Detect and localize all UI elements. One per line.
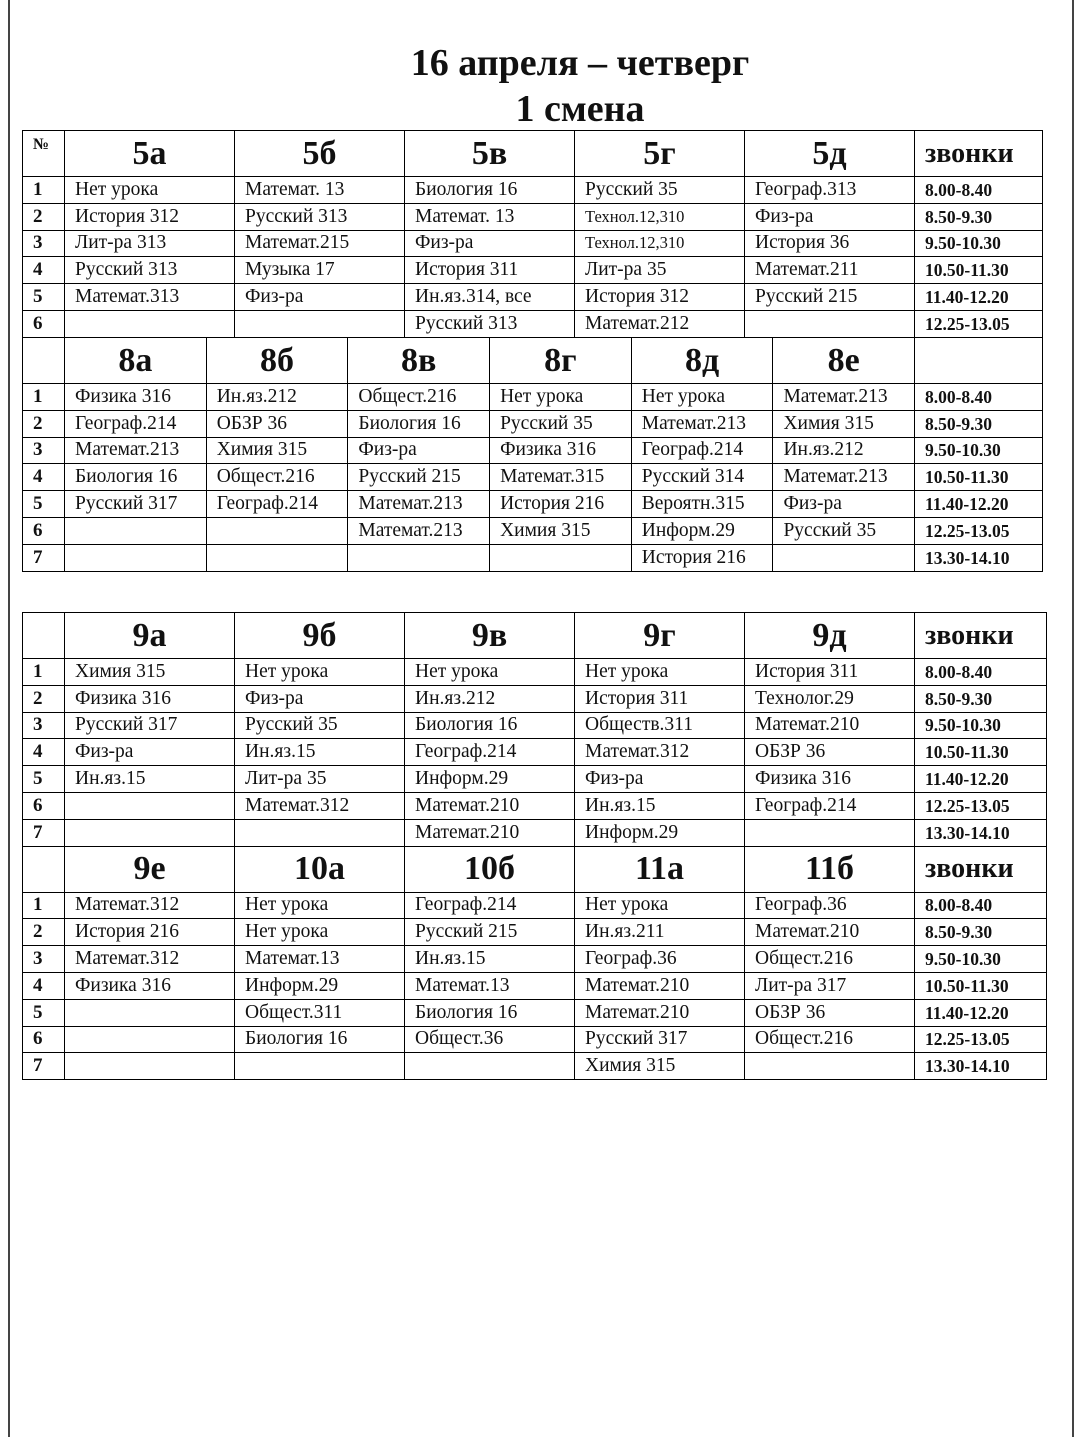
lesson-row [23, 919, 1047, 946]
lesson-cell: Ин.яз.314, все [405, 284, 575, 311]
lesson-cell: Химия 315 [206, 437, 348, 464]
lesson-cell: Русский 313 [405, 310, 575, 337]
lesson-cell: Биология 16 [405, 999, 575, 1026]
lesson-cell: Лит-ра 317 [745, 972, 915, 999]
bell-time: 8.00-8.40 [915, 659, 1047, 686]
lesson-cell: Русский 35 [490, 410, 632, 437]
lesson-cell: Нет урока [490, 384, 632, 411]
bell-time: 9.50-10.30 [914, 437, 1042, 464]
bell-time: 11.40-12.20 [914, 491, 1042, 518]
shift-title: 1 смена [515, 88, 645, 130]
lesson-cell: Математ.210 [405, 792, 575, 819]
bell-time: 12.25-13.05 [914, 517, 1042, 544]
class-header: 5а [65, 131, 235, 177]
lesson-cell: Музыка 17 [235, 257, 405, 284]
lesson-row [23, 739, 1047, 766]
class-header: 10б [405, 846, 575, 892]
class-header: 10а [235, 846, 405, 892]
lesson-number: 2 [23, 203, 65, 230]
lesson-row [23, 437, 1043, 464]
class-header: 11б [745, 846, 915, 892]
lesson-cell: Ин.яз.212 [773, 437, 915, 464]
lesson-cell: Нет урока [405, 659, 575, 686]
lesson-cell: Математ.312 [65, 892, 235, 919]
lesson-number: 5 [23, 284, 65, 311]
lesson-cell: Физ-ра [235, 685, 405, 712]
lesson-number: 1 [23, 384, 65, 411]
lesson-number: 3 [23, 946, 65, 973]
lesson-cell: История 216 [65, 919, 235, 946]
lesson-cell: Русский 35 [235, 712, 405, 739]
class-header: 9е [65, 846, 235, 892]
lesson-cell: Математ.210 [745, 919, 915, 946]
lesson-row [23, 1053, 1047, 1080]
lesson-cell: Русский 313 [235, 203, 405, 230]
class-header-row [23, 131, 1043, 177]
lesson-cell [65, 999, 235, 1026]
lesson-cell: Математ.210 [575, 999, 745, 1026]
lesson-row [23, 792, 1047, 819]
lesson-cell: Математ. 13 [405, 203, 575, 230]
bell-time: 11.40-12.20 [915, 766, 1047, 793]
lesson-cell: Нет урока [235, 892, 405, 919]
class-header-row [23, 613, 1047, 659]
lesson-cell: Лит-ра 35 [575, 257, 745, 284]
lesson-row [23, 257, 1043, 284]
lesson-number: 6 [23, 792, 65, 819]
lesson-row [23, 491, 1043, 518]
class-header: 9б [235, 613, 405, 659]
page-title: 16 апреля – четверг [410, 42, 750, 84]
lesson-cell: Информ.29 [235, 972, 405, 999]
lesson-cell: Географ.214 [745, 792, 915, 819]
lesson-cell: Физика 316 [65, 384, 207, 411]
bell-time: 9.50-10.30 [915, 230, 1043, 257]
lesson-cell [65, 517, 207, 544]
lesson-cell: ОБЗР 36 [745, 739, 915, 766]
lesson-cell [773, 544, 915, 571]
lesson-cell [65, 1053, 235, 1080]
lesson-cell: Обществ.311 [575, 712, 745, 739]
lesson-cell: Русский 317 [575, 1026, 745, 1053]
lesson-cell: Русский 35 [773, 517, 915, 544]
lesson-cell: Географ.214 [631, 437, 773, 464]
lesson-cell: Физ-ра [65, 739, 235, 766]
lesson-cell [65, 819, 235, 846]
lesson-cell: Ин.яз.212 [206, 384, 348, 411]
lesson-cell [405, 1053, 575, 1080]
lesson-number: 7 [23, 544, 65, 571]
lesson-cell: Нет урока [575, 659, 745, 686]
bells-column-header: звонки [915, 613, 1047, 659]
class-header: 8г [490, 338, 632, 384]
lesson-cell: Ин.яз.211 [575, 919, 745, 946]
bell-time: 10.50-11.30 [915, 257, 1043, 284]
lesson-cell: Нет урока [575, 892, 745, 919]
lesson-cell: Математ.212 [575, 310, 745, 337]
lesson-cell: Вероятн.315 [631, 491, 773, 518]
lesson-cell [745, 310, 915, 337]
lesson-number: 2 [23, 919, 65, 946]
lesson-cell: История 312 [575, 284, 745, 311]
schedule-table-grade8 [22, 337, 1043, 572]
bell-time: 10.50-11.30 [915, 972, 1047, 999]
lesson-cell: Математ.210 [745, 712, 915, 739]
lesson-cell: Химия 315 [773, 410, 915, 437]
schedule-table-top [22, 130, 1043, 338]
lesson-cell [235, 310, 405, 337]
lesson-cell: Ин.яз.15 [235, 739, 405, 766]
lesson-cell: Информ.29 [631, 517, 773, 544]
lesson-cell: Русский 314 [631, 464, 773, 491]
lesson-cell: Физ-ра [235, 284, 405, 311]
lesson-cell: Химия 315 [490, 517, 632, 544]
lesson-cell: Нет урока [235, 919, 405, 946]
lesson-row [23, 892, 1047, 919]
header-spacer [23, 613, 65, 659]
lesson-number: 2 [23, 685, 65, 712]
lesson-row [23, 972, 1047, 999]
lesson-cell: Географ.36 [575, 946, 745, 973]
lesson-cell: Физ-ра [773, 491, 915, 518]
lesson-number: 1 [23, 659, 65, 686]
lesson-cell: Биология 16 [348, 410, 490, 437]
header-spacer [23, 338, 65, 384]
class-header: 5г [575, 131, 745, 177]
lesson-cell: Математ. 13 [235, 177, 405, 204]
lesson-cell: Математ.213 [773, 384, 915, 411]
lesson-cell: Математ.211 [745, 257, 915, 284]
lesson-row [23, 177, 1043, 204]
class-header: 9д [745, 613, 915, 659]
lesson-cell: Технолог.29 [745, 685, 915, 712]
lesson-cell: История 216 [631, 544, 773, 571]
bell-time: 13.30-14.10 [914, 544, 1042, 571]
lesson-cell: Русский 215 [745, 284, 915, 311]
lesson-cell: Русский 313 [65, 257, 235, 284]
lesson-cell: История 216 [490, 491, 632, 518]
lesson-number: 4 [23, 739, 65, 766]
lesson-row [23, 517, 1043, 544]
lesson-cell: Информ.29 [405, 766, 575, 793]
lesson-cell: Русский 215 [348, 464, 490, 491]
lesson-number: 7 [23, 819, 65, 846]
lesson-cell: ОБЗР 36 [745, 999, 915, 1026]
schedule-table-bottom [22, 612, 1047, 1080]
bell-time: 11.40-12.20 [915, 999, 1047, 1026]
lesson-cell: Нет урока [65, 177, 235, 204]
lesson-cell: Географ.313 [745, 177, 915, 204]
lesson-cell: Общест.216 [206, 464, 348, 491]
lesson-number: 4 [23, 464, 65, 491]
bell-time: 9.50-10.30 [915, 946, 1047, 973]
bell-time: 11.40-12.20 [915, 284, 1043, 311]
lesson-row [23, 310, 1043, 337]
lesson-number: 3 [23, 712, 65, 739]
lesson-cell: Математ.13 [235, 946, 405, 973]
lesson-cell: История 36 [745, 230, 915, 257]
bell-time: 9.50-10.30 [915, 712, 1047, 739]
class-header: 9в [405, 613, 575, 659]
lesson-number: 7 [23, 1053, 65, 1080]
lesson-number: 4 [23, 972, 65, 999]
lesson-number: 5 [23, 491, 65, 518]
lesson-row [23, 544, 1043, 571]
lesson-cell [65, 310, 235, 337]
lesson-cell: Технол.12,310 [575, 230, 745, 257]
lesson-cell: Ин.яз.15 [575, 792, 745, 819]
lesson-row [23, 819, 1047, 846]
lesson-cell: Русский 215 [405, 919, 575, 946]
class-header: 11а [575, 846, 745, 892]
lesson-cell: Математ.13 [405, 972, 575, 999]
lesson-cell [65, 1026, 235, 1053]
class-header: 5б [235, 131, 405, 177]
lesson-number: 4 [23, 257, 65, 284]
lesson-cell: Математ.213 [631, 410, 773, 437]
lesson-cell: Математ.312 [575, 739, 745, 766]
lesson-cell: Лит-ра 35 [235, 766, 405, 793]
class-header: 8а [65, 338, 207, 384]
bell-time: 10.50-11.30 [914, 464, 1042, 491]
bell-time: 10.50-11.30 [915, 739, 1047, 766]
header-spacer [23, 846, 65, 892]
lesson-cell [235, 819, 405, 846]
bell-time: 12.25-13.05 [915, 1026, 1047, 1053]
lesson-cell [745, 819, 915, 846]
lesson-cell: История 311 [745, 659, 915, 686]
class-header: 9г [575, 613, 745, 659]
lesson-cell: Информ.29 [575, 819, 745, 846]
class-header: 8б [206, 338, 348, 384]
lesson-cell: Математ.312 [65, 946, 235, 973]
lesson-row [23, 685, 1047, 712]
lesson-cell: Технол.12,310 [575, 203, 745, 230]
lesson-number: 1 [23, 177, 65, 204]
lesson-row [23, 946, 1047, 973]
lesson-cell [490, 544, 632, 571]
lesson-number: 2 [23, 410, 65, 437]
lesson-row [23, 410, 1043, 437]
lesson-cell: Биология 16 [405, 712, 575, 739]
class-header-row [23, 846, 1047, 892]
lesson-cell: Физ-ра [745, 203, 915, 230]
lesson-cell: История 311 [405, 257, 575, 284]
class-header: 8в [348, 338, 490, 384]
bell-time: 8.50-9.30 [915, 203, 1043, 230]
lesson-cell: Ин.яз.15 [65, 766, 235, 793]
class-header: 9а [65, 613, 235, 659]
lesson-cell: Биология 16 [405, 177, 575, 204]
lesson-row [23, 712, 1047, 739]
lesson-number: 5 [23, 999, 65, 1026]
lesson-cell: Математ.213 [773, 464, 915, 491]
bells-column-header: звонки [915, 131, 1043, 177]
lesson-number: 1 [23, 892, 65, 919]
lesson-cell: Математ.215 [235, 230, 405, 257]
bell-time: 8.50-9.30 [915, 685, 1047, 712]
lesson-number: 6 [23, 517, 65, 544]
lesson-cell: Физ-ра [348, 437, 490, 464]
class-header-row [23, 338, 1043, 384]
bell-time: 12.25-13.05 [915, 310, 1043, 337]
lesson-row [23, 464, 1043, 491]
lesson-cell: Математ.312 [235, 792, 405, 819]
lesson-cell [65, 544, 207, 571]
class-header: 5д [745, 131, 915, 177]
lesson-cell: Физ-ра [405, 230, 575, 257]
bells-column-header [914, 338, 1042, 384]
lesson-cell: Нет урока [631, 384, 773, 411]
lesson-cell: Общест.216 [348, 384, 490, 411]
lesson-row [23, 999, 1047, 1026]
bell-time: 12.25-13.05 [915, 792, 1047, 819]
lesson-row [23, 766, 1047, 793]
bell-time: 13.30-14.10 [915, 819, 1047, 846]
lesson-cell: Физ-ра [575, 766, 745, 793]
lesson-row [23, 230, 1043, 257]
lesson-cell: Математ.315 [490, 464, 632, 491]
lesson-cell [65, 792, 235, 819]
bell-time: 8.00-8.40 [914, 384, 1042, 411]
bell-time: 13.30-14.10 [915, 1053, 1047, 1080]
lesson-cell: Математ.213 [348, 491, 490, 518]
lesson-cell: Общест.311 [235, 999, 405, 1026]
lesson-cell [206, 544, 348, 571]
bell-time: 8.50-9.30 [914, 410, 1042, 437]
bell-time: 8.00-8.40 [915, 177, 1043, 204]
bell-time: 8.50-9.30 [915, 919, 1047, 946]
lesson-cell: Русский 35 [575, 177, 745, 204]
lesson-number: 5 [23, 766, 65, 793]
lesson-cell: Химия 315 [65, 659, 235, 686]
lesson-cell: Химия 315 [575, 1053, 745, 1080]
class-header: 8д [631, 338, 773, 384]
page-border-left [8, 0, 10, 1437]
lesson-cell: Нет урока [235, 659, 405, 686]
bells-column-header: звонки [915, 846, 1047, 892]
lesson-cell: Математ.213 [65, 437, 207, 464]
lesson-cell [206, 517, 348, 544]
lesson-cell: Математ.210 [575, 972, 745, 999]
lesson-cell: Общест.216 [745, 1026, 915, 1053]
lesson-cell: Биология 16 [65, 464, 207, 491]
lesson-cell: Русский 317 [65, 491, 207, 518]
page-border-right [1072, 0, 1074, 1437]
lesson-cell: История 311 [575, 685, 745, 712]
lesson-cell [348, 544, 490, 571]
lesson-cell: Географ.214 [405, 892, 575, 919]
lesson-cell: Математ.210 [405, 819, 575, 846]
lesson-cell: Физика 316 [490, 437, 632, 464]
lesson-cell: Математ.213 [348, 517, 490, 544]
lesson-cell: Физика 316 [65, 972, 235, 999]
bell-time: 8.00-8.40 [915, 892, 1047, 919]
lesson-cell: Биология 16 [235, 1026, 405, 1053]
lesson-cell: ОБЗР 36 [206, 410, 348, 437]
lesson-cell: Общест.36 [405, 1026, 575, 1053]
lesson-number: 6 [23, 310, 65, 337]
lesson-number: 3 [23, 437, 65, 464]
lesson-number: 6 [23, 1026, 65, 1053]
class-header: 5в [405, 131, 575, 177]
number-column-header: № [23, 131, 65, 177]
lesson-cell: Ин.яз.15 [405, 946, 575, 973]
lesson-cell: Общест.216 [745, 946, 915, 973]
lesson-cell: Математ.313 [65, 284, 235, 311]
lesson-cell: Географ.36 [745, 892, 915, 919]
lesson-row [23, 659, 1047, 686]
lesson-cell: Географ.214 [206, 491, 348, 518]
lesson-cell: Лит-ра 313 [65, 230, 235, 257]
lesson-row [23, 284, 1043, 311]
lesson-cell: История 312 [65, 203, 235, 230]
lesson-cell: Географ.214 [65, 410, 207, 437]
lesson-row [23, 203, 1043, 230]
lesson-cell [235, 1053, 405, 1080]
class-header: 8е [773, 338, 915, 384]
lesson-row [23, 1026, 1047, 1053]
lesson-cell: Ин.яз.212 [405, 685, 575, 712]
lesson-cell: Физика 316 [745, 766, 915, 793]
lesson-cell: Русский 317 [65, 712, 235, 739]
lesson-number: 3 [23, 230, 65, 257]
lesson-cell: Географ.214 [405, 739, 575, 766]
lesson-cell: Физика 316 [65, 685, 235, 712]
lesson-row [23, 384, 1043, 411]
lesson-cell [745, 1053, 915, 1080]
